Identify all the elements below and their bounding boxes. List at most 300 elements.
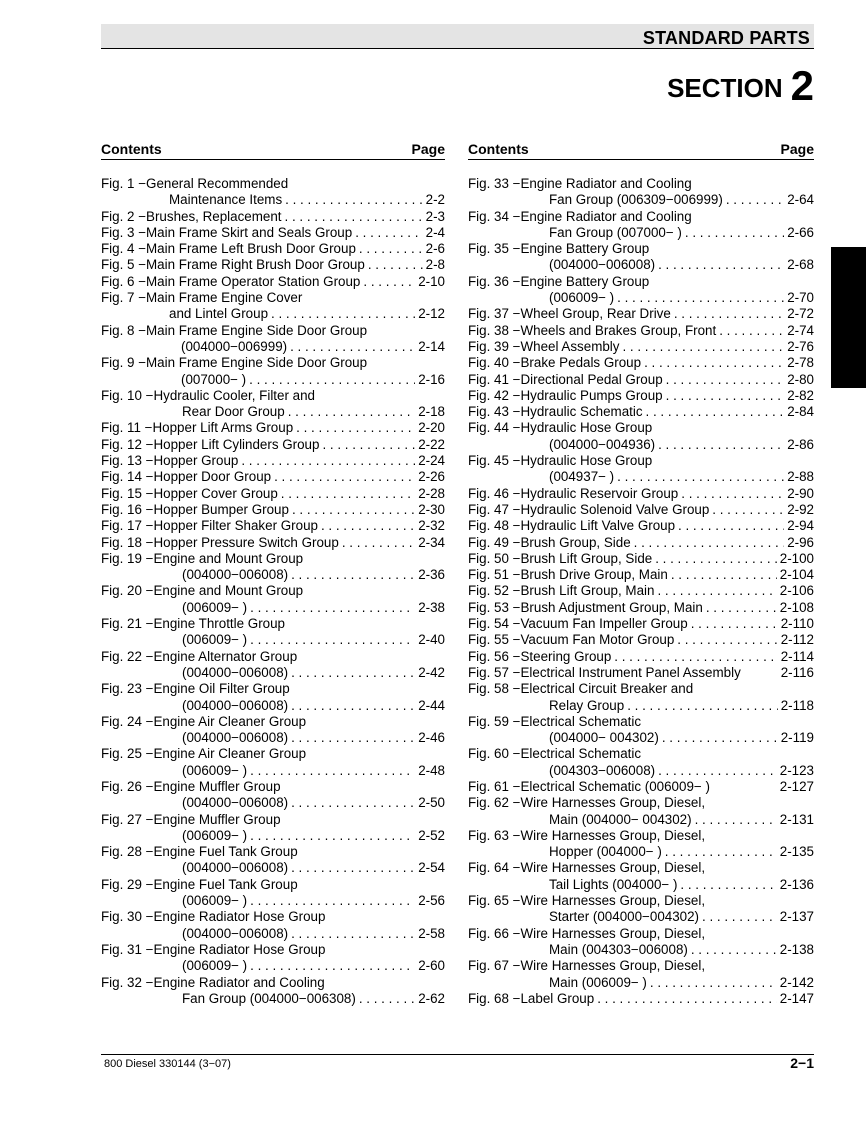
figure-title: Main (006009− ) xyxy=(549,974,647,990)
figure-title: Electrical Schematic xyxy=(520,746,642,762)
page-number[interactable]: 2-78 xyxy=(787,355,814,371)
column-header xyxy=(468,140,814,160)
dot-leader xyxy=(290,339,415,355)
figure-title: and Lintel Group xyxy=(169,306,269,322)
page-number[interactable]: 2-86 xyxy=(787,436,814,452)
figure-number: Fig. 44 − xyxy=(468,420,521,436)
dot-leader xyxy=(274,469,415,485)
figure-title: Hopper Filter Shaker Group xyxy=(153,518,318,534)
figure-number: Fig. 14 − xyxy=(101,469,154,485)
page-number[interactable]: 2-108 xyxy=(779,599,814,615)
page-number[interactable]: 2-147 xyxy=(779,990,814,1006)
figure-title: General Recommended xyxy=(146,176,289,191)
toc-line xyxy=(468,649,814,665)
figure-number: Fig. 29 − xyxy=(101,876,154,892)
figure-title: (004937− ) xyxy=(549,469,615,485)
toc-line xyxy=(101,388,445,404)
page-number[interactable]: 2-110 xyxy=(780,616,814,632)
toc-line xyxy=(468,290,814,306)
page-number[interactable]: 2-137 xyxy=(779,909,814,925)
page-number[interactable]: 2-46 xyxy=(418,730,445,746)
figure-number: Fig. 65 − xyxy=(468,893,521,909)
page-number[interactable]: 2-90 xyxy=(787,485,814,501)
figure-number: Fig. 5 − xyxy=(101,257,147,273)
toc-line xyxy=(101,746,445,762)
figure-number: Fig. 1 − xyxy=(101,176,147,191)
header-band xyxy=(101,24,814,49)
figure-title: Electrical Schematic xyxy=(520,713,642,729)
toc-entries-left xyxy=(101,176,445,1007)
figure-number: Fig. 61 − xyxy=(468,778,521,794)
figure-title: Brush Lift Group, Main xyxy=(520,583,655,599)
figure-title: Hydraulic Schematic xyxy=(520,404,643,420)
figure-title: Wire Harnesses Group, Diesel, xyxy=(520,860,706,876)
contents-column-right xyxy=(468,140,814,1007)
page-number[interactable]: 2-119 xyxy=(780,730,814,746)
toc-line xyxy=(468,583,814,599)
page-number[interactable]: 2-60 xyxy=(418,958,445,974)
dot-leader xyxy=(250,600,415,616)
figure-number: Fig. 52 − xyxy=(468,583,521,599)
toc-line xyxy=(101,567,445,583)
figure-title: (004000−006008) xyxy=(182,925,289,941)
page-number[interactable]: 2-66 xyxy=(787,224,814,240)
toc-line xyxy=(101,323,445,339)
page-number[interactable]: 2-36 xyxy=(418,567,445,583)
toc-line xyxy=(468,323,814,339)
page-number[interactable]: 2-68 xyxy=(787,257,814,273)
figure-number: Fig. 63 − xyxy=(468,827,521,843)
dot-leader xyxy=(291,860,415,876)
figure-title: Wire Harnesses Group, Diesel, xyxy=(520,925,706,941)
figure-title: (004303−006008) xyxy=(549,762,656,778)
page-number[interactable]: 2-118 xyxy=(780,697,814,713)
page-number[interactable]: 2-26 xyxy=(418,469,445,485)
toc-line xyxy=(468,909,814,925)
toc-line xyxy=(468,698,814,714)
page-number[interactable]: 2-131 xyxy=(779,811,814,827)
page-number[interactable]: 2-32 xyxy=(418,518,445,534)
dot-leader xyxy=(646,404,785,420)
figure-number: Fig. 35 − xyxy=(468,241,521,257)
figure-number: Fig. 30 − xyxy=(101,909,154,925)
figure-title: Engine Battery Group xyxy=(520,241,650,257)
figure-title: Fan Group (007000− ) xyxy=(549,224,682,240)
figure-title: Engine Radiator Hose Group xyxy=(153,909,326,925)
dot-leader xyxy=(658,437,784,453)
footer-page-number: 2−1 xyxy=(790,1055,814,1071)
figure-number: Fig. 17 − xyxy=(101,518,154,534)
dot-leader xyxy=(271,306,415,322)
toc-line xyxy=(101,241,445,257)
page-number[interactable]: 2-6 xyxy=(425,241,445,257)
figure-title: Main (004000− 004302) xyxy=(549,811,692,827)
page-number[interactable]: 2-24 xyxy=(418,453,445,469)
toc-entries-right xyxy=(468,176,814,1007)
column-header xyxy=(101,140,445,160)
toc-line xyxy=(101,812,445,828)
figure-number: Fig. 56 − xyxy=(468,648,521,664)
figure-title: Engine Alternator Group xyxy=(153,648,298,664)
toc-line xyxy=(101,763,445,779)
dot-leader xyxy=(691,942,777,958)
toc-line xyxy=(468,926,814,942)
figure-title: Hydraulic Hose Group xyxy=(520,420,653,436)
figure-title: Wire Harnesses Group, Diesel, xyxy=(520,958,706,974)
toc-line xyxy=(468,681,814,697)
page-number[interactable]: 2-100 xyxy=(779,550,814,566)
figure-number: Fig. 19 − xyxy=(101,550,154,566)
toc-line xyxy=(468,975,814,991)
dot-leader xyxy=(666,372,785,388)
page-number[interactable]: 2-136 xyxy=(779,876,814,892)
figure-title: (004000−006008) xyxy=(182,697,289,713)
page-number[interactable]: 2-104 xyxy=(779,567,814,583)
toc-line xyxy=(101,502,445,518)
toc-line xyxy=(468,535,814,551)
figure-number: Fig. 58 − xyxy=(468,681,521,697)
page-number[interactable]: 2-40 xyxy=(418,632,445,648)
figure-title: Wire Harnesses Group, Diesel, xyxy=(520,827,706,843)
figure-number: Fig. 31 − xyxy=(101,941,154,957)
page-number[interactable]: 2-42 xyxy=(418,664,445,680)
toc-line xyxy=(468,241,814,257)
page-number[interactable]: 2-18 xyxy=(418,404,445,420)
toc-line xyxy=(468,763,814,779)
figure-title: (006009− ) xyxy=(182,893,248,909)
page-number[interactable]: 2-28 xyxy=(418,485,445,501)
page-number[interactable]: 2-135 xyxy=(779,844,814,860)
figure-number: Fig. 32 − xyxy=(101,974,154,990)
page-number[interactable]: 2-94 xyxy=(787,518,814,534)
figure-title: Brush Drive Group, Main xyxy=(520,567,668,583)
toc-line xyxy=(101,535,445,551)
toc-line xyxy=(101,698,445,714)
figure-title: Hydraulic Pumps Group xyxy=(520,387,663,403)
page-number[interactable]: 2-12 xyxy=(418,306,445,322)
page-number[interactable]: 2-14 xyxy=(418,338,445,354)
page-number[interactable]: 2-3 xyxy=(425,208,445,224)
dot-leader xyxy=(250,632,415,648)
figure-title: Engine Battery Group xyxy=(520,273,650,289)
toc-line xyxy=(101,176,445,192)
toc-line xyxy=(101,632,445,648)
figure-title: (006009− ) xyxy=(182,958,248,974)
page-number[interactable]: 2-84 xyxy=(787,404,814,420)
toc-line xyxy=(101,828,445,844)
figure-number: Fig. 42 − xyxy=(468,387,521,403)
figure-number: Fig. 8 − xyxy=(101,322,147,338)
page-number[interactable]: 2-96 xyxy=(787,534,814,550)
figure-title: Brush Lift Group, Side xyxy=(520,550,653,566)
toc-line xyxy=(468,404,814,420)
figure-number: Fig. 3 − xyxy=(101,224,147,240)
figure-number: Fig. 45 − xyxy=(468,453,521,469)
page-number[interactable]: 2-64 xyxy=(787,192,814,208)
figure-title: Hopper Cover Group xyxy=(153,485,278,501)
dot-leader xyxy=(662,730,778,746)
dot-leader xyxy=(291,698,415,714)
page-number[interactable]: 2-76 xyxy=(787,338,814,354)
figure-title: Engine Air Cleaner Group xyxy=(153,713,307,729)
figure-title: Electrical Schematic (006009− ) xyxy=(520,778,710,794)
page-number[interactable]: 2-22 xyxy=(418,436,445,452)
footer-doc-id: 800 Diesel 330144 (3−07) xyxy=(104,1058,231,1070)
figure-title: (006009− ) xyxy=(182,599,248,615)
toc-line xyxy=(468,779,814,795)
page-number[interactable]: 2-112 xyxy=(780,632,814,648)
toc-line xyxy=(101,877,445,893)
page-number[interactable]: 2-10 xyxy=(418,273,445,289)
figure-number: Fig. 11 − xyxy=(101,420,153,436)
page-number[interactable]: 2-116 xyxy=(780,664,814,680)
figure-title: Tail Lights (004000− ) xyxy=(549,876,678,892)
toc-line xyxy=(101,714,445,730)
dot-leader xyxy=(677,632,777,648)
figure-number: Fig. 36 − xyxy=(468,273,521,289)
figure-number: Fig. 39 − xyxy=(468,338,521,354)
page-number[interactable]: 2-106 xyxy=(779,583,814,599)
figure-title: Label Group xyxy=(520,990,595,1006)
dot-leader xyxy=(359,991,415,1007)
toc-line xyxy=(468,437,814,453)
figure-title: Engine Radiator Hose Group xyxy=(153,941,326,957)
figure-title: Hopper Group xyxy=(153,453,239,469)
page-number[interactable]: 2-16 xyxy=(418,371,445,387)
figure-number: Fig. 24 − xyxy=(101,713,154,729)
toc-line xyxy=(468,812,814,828)
toc-line xyxy=(468,730,814,746)
dot-leader xyxy=(291,567,415,583)
page-number[interactable]: 2-48 xyxy=(418,762,445,778)
toc-line xyxy=(468,551,814,567)
page-number[interactable]: 2-56 xyxy=(418,893,445,909)
toc-line xyxy=(101,942,445,958)
contents-heading: Contents xyxy=(468,141,529,157)
page-number[interactable]: 2-72 xyxy=(787,306,814,322)
figure-number: Fig. 12 − xyxy=(101,436,154,452)
page-number[interactable]: 2-114 xyxy=(780,648,814,664)
figure-title: Electrical Circuit Breaker and xyxy=(520,681,694,697)
figure-title: (004000−006008) xyxy=(182,795,289,811)
dot-leader xyxy=(250,958,415,974)
toc-line xyxy=(101,616,445,632)
dot-leader xyxy=(657,583,776,599)
figure-number: Fig. 43 − xyxy=(468,404,521,420)
toc-line xyxy=(468,274,814,290)
page-number[interactable]: 2-20 xyxy=(418,420,445,436)
dot-leader xyxy=(288,404,415,420)
dot-leader xyxy=(368,257,423,273)
figure-title: Steering Group xyxy=(520,648,612,664)
toc-line xyxy=(468,486,814,502)
footer-rule xyxy=(101,1054,814,1055)
dot-leader xyxy=(681,486,784,502)
toc-line xyxy=(468,860,814,876)
figure-title: Hopper Bumper Group xyxy=(153,501,289,517)
figure-number: Fig. 22 − xyxy=(101,648,154,664)
figure-number: Fig. 6 − xyxy=(101,273,147,289)
figure-title: (004000−006999) xyxy=(181,338,288,354)
dot-leader xyxy=(674,306,784,322)
page-number[interactable]: 2-92 xyxy=(787,501,814,517)
toc-line xyxy=(468,176,814,192)
figure-number: Fig. 4 − xyxy=(101,241,147,257)
page-number[interactable]: 2-30 xyxy=(418,501,445,517)
page-number[interactable]: 2-88 xyxy=(787,469,814,485)
dot-leader xyxy=(250,763,415,779)
figure-number: Fig. 13 − xyxy=(101,453,154,469)
toc-line xyxy=(101,844,445,860)
figure-number: Fig. 50 − xyxy=(468,550,521,566)
figure-number: Fig. 20 − xyxy=(101,583,154,599)
dot-leader xyxy=(658,763,777,779)
page-number[interactable]: 2-2 xyxy=(425,192,445,208)
dot-leader xyxy=(617,469,784,485)
figure-title: (006009− ) xyxy=(182,632,248,648)
page-number[interactable]: 2-58 xyxy=(418,925,445,941)
page-number[interactable]: 2-142 xyxy=(779,974,814,990)
figure-title: Engine Throttle Group xyxy=(153,616,285,632)
dot-leader xyxy=(291,795,415,811)
toc-line xyxy=(101,975,445,991)
figure-title: Engine Radiator and Cooling xyxy=(520,208,692,224)
figure-number: Fig. 23 − xyxy=(101,681,154,697)
toc-line xyxy=(101,404,445,420)
toc-line xyxy=(101,420,445,436)
figure-title: Vacuum Fan Motor Group xyxy=(520,632,675,648)
figure-title: (004000−004936) xyxy=(549,436,656,452)
figure-number: Fig. 18 − xyxy=(101,534,154,550)
toc-line xyxy=(101,730,445,746)
figure-number: Fig. 68 − xyxy=(468,990,521,1006)
toc-line xyxy=(468,518,814,534)
page-number[interactable]: 2-8 xyxy=(425,257,445,273)
header-title: STANDARD PARTS xyxy=(642,28,810,48)
dot-leader xyxy=(712,502,784,518)
toc-line xyxy=(101,583,445,599)
section-thumb-tab xyxy=(831,247,866,388)
figure-number: Fig. 28 − xyxy=(101,844,154,860)
figure-title: (004000− 004302) xyxy=(549,730,659,746)
contents-column-left xyxy=(101,140,445,1007)
page-number[interactable]: 2-34 xyxy=(418,534,445,550)
figure-number: Fig. 10 − xyxy=(101,387,154,403)
page-number[interactable]: 2-74 xyxy=(787,322,814,338)
toc-line xyxy=(468,958,814,974)
toc-line xyxy=(468,844,814,860)
dot-leader xyxy=(691,616,778,632)
toc-line xyxy=(101,991,445,1007)
page-number[interactable]: 2-4 xyxy=(425,224,445,240)
figure-number: Fig. 15 − xyxy=(101,485,154,501)
figure-title: Hopper (004000− ) xyxy=(549,844,662,860)
toc-line xyxy=(101,486,445,502)
toc-line xyxy=(101,665,445,681)
toc-line xyxy=(101,209,445,225)
figure-title: Engine Radiator and Cooling xyxy=(153,974,325,990)
page-number[interactable]: 2-50 xyxy=(418,795,445,811)
figure-title: (006009− ) xyxy=(549,290,615,306)
page-number[interactable]: 2-54 xyxy=(418,860,445,876)
page-heading: Page xyxy=(780,141,814,157)
figure-number: Fig. 37 − xyxy=(468,306,521,322)
page-number[interactable]: 2-70 xyxy=(787,290,814,306)
dot-leader xyxy=(678,518,784,534)
page-number[interactable]: 2-123 xyxy=(779,762,814,778)
dot-leader xyxy=(281,486,415,502)
page-number[interactable]: 2-138 xyxy=(779,941,814,957)
page-number[interactable]: 2-80 xyxy=(787,371,814,387)
page-number[interactable]: 2-44 xyxy=(418,697,445,713)
toc-line xyxy=(468,665,814,681)
figure-number: Fig. 38 − xyxy=(468,322,521,338)
figure-title: Wire Harnesses Group, Diesel, xyxy=(520,795,706,811)
dot-leader xyxy=(726,192,784,208)
toc-line xyxy=(468,567,814,583)
toc-line xyxy=(468,942,814,958)
toc-line xyxy=(101,518,445,534)
page-number[interactable]: 2-38 xyxy=(418,599,445,615)
figure-title: Starter (004000−004302) xyxy=(549,909,700,925)
toc-line xyxy=(101,551,445,567)
figure-title: Main Frame Engine Cover xyxy=(146,290,303,306)
figure-title: (004000−006008) xyxy=(182,664,289,680)
figure-number: Fig. 41 − xyxy=(468,371,521,387)
figure-title: Fan Group (004000−006308) xyxy=(182,990,356,1006)
dot-leader xyxy=(655,551,777,567)
toc-line xyxy=(468,828,814,844)
toc-line xyxy=(101,795,445,811)
figure-title: Engine Oil Filter Group xyxy=(153,681,290,697)
dot-leader xyxy=(597,991,777,1007)
figure-title: (004000−006008) xyxy=(549,257,656,273)
dot-leader xyxy=(363,274,415,290)
figure-number: Fig. 51 − xyxy=(468,567,521,583)
dot-leader xyxy=(291,926,415,942)
figure-number: Fig. 34 − xyxy=(468,208,521,224)
dot-leader xyxy=(666,388,785,404)
page-number[interactable]: 2-52 xyxy=(418,827,445,843)
figure-number: Fig. 2 − xyxy=(101,208,147,224)
page-number[interactable]: 2-62 xyxy=(418,990,445,1006)
dot-leader xyxy=(627,698,778,714)
figure-title: Engine Fuel Tank Group xyxy=(153,876,298,892)
dot-leader xyxy=(359,241,423,257)
section-title xyxy=(667,62,814,110)
toc-line xyxy=(468,746,814,762)
figure-title: Wheel Assembly xyxy=(520,338,620,354)
page-number[interactable]: 2-127 xyxy=(779,778,814,794)
figure-title: Engine Air Cleaner Group xyxy=(153,746,307,762)
figure-title: Hopper Lift Arms Group xyxy=(152,420,294,436)
toc-line xyxy=(101,355,445,371)
figure-number: Fig. 64 − xyxy=(468,860,521,876)
figure-title: (004000−006008) xyxy=(182,860,289,876)
toc-line xyxy=(101,306,445,322)
figure-title: Directional Pedal Group xyxy=(520,371,663,387)
figure-title: Hydraulic Solenoid Valve Group xyxy=(520,501,710,517)
toc-line xyxy=(468,420,814,436)
page-number[interactable]: 2-82 xyxy=(787,387,814,403)
figure-number: Fig. 66 − xyxy=(468,925,521,941)
figure-title: Hydraulic Cooler, Filter and xyxy=(153,387,315,403)
toc-line xyxy=(468,339,814,355)
toc-line xyxy=(468,225,814,241)
toc-line xyxy=(468,453,814,469)
dot-leader xyxy=(291,730,415,746)
dot-leader xyxy=(285,192,423,208)
